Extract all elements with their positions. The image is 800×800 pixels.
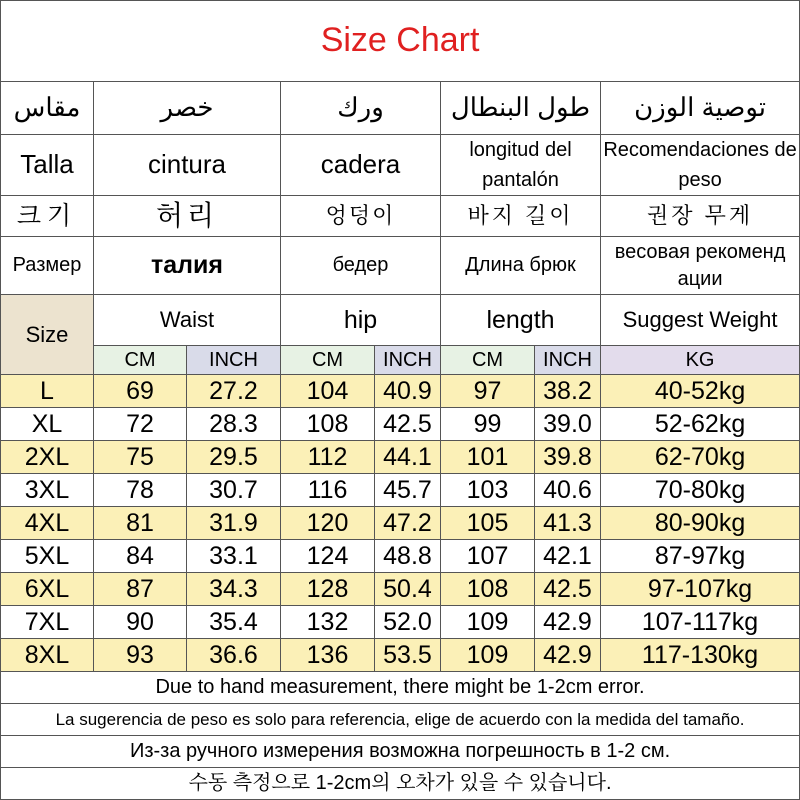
waist-inch-cell: 34.3: [187, 573, 281, 606]
hip-inch-cell: 42.5: [375, 408, 441, 441]
english-header-row: [1, 295, 800, 346]
waist-cm-cell: 84: [94, 540, 187, 573]
russian-length-label: Длина брюк: [441, 237, 601, 295]
waist-inch-cell: 33.1: [187, 540, 281, 573]
waist-inch-cell: 27.2: [187, 375, 281, 408]
length-inch-cell: 39.8: [535, 441, 601, 474]
note-row-russian: [1, 736, 800, 768]
weight-cell: 62-70kg: [601, 441, 800, 474]
korean-hip-label: 엉덩이: [281, 196, 441, 237]
size-row: [1, 540, 800, 573]
length-cm-header: CM: [441, 346, 535, 375]
arabic-size-label: مقاس: [1, 82, 94, 135]
waist-cm-cell: 69: [94, 375, 187, 408]
length-inch-cell: 42.5: [535, 573, 601, 606]
russian-size-label: Размер: [1, 237, 94, 295]
hip-inch-cell: 40.9: [375, 375, 441, 408]
arabic-hip-label: ورك: [281, 82, 441, 135]
note-russian: Из-за ручного измерения возможна погрешность в 1-2 см.: [1, 736, 800, 768]
korean-header-row: [1, 196, 800, 237]
hip-inch-cell: 53.5: [375, 639, 441, 672]
korean-weight-label: 권장 무게: [601, 196, 800, 237]
note-korean: 수동 측정으로 1-2cm의 오차가 있을 수 있습니다.: [1, 768, 800, 800]
hip-cm-cell: 132: [281, 606, 375, 639]
spanish-length-label: longitud del pantalón: [441, 135, 601, 196]
spanish-weight-label: Recomendaciones de peso: [601, 135, 800, 196]
korean-length-label: 바지 길이: [441, 196, 601, 237]
weight-kg-header: KG: [601, 346, 800, 375]
length-inch-cell: 41.3: [535, 507, 601, 540]
korean-waist-label: 허리: [94, 196, 281, 237]
waist-cm-cell: 93: [94, 639, 187, 672]
waist-cm-cell: 81: [94, 507, 187, 540]
unit-header-row: [1, 346, 800, 375]
spanish-size-label: Talla: [1, 135, 94, 196]
size-row: [1, 375, 800, 408]
russian-header-row: [1, 237, 800, 295]
length-inch-cell: 42.9: [535, 606, 601, 639]
waist-cm-cell: 78: [94, 474, 187, 507]
length-inch-cell: 39.0: [535, 408, 601, 441]
weight-cell: 87-97kg: [601, 540, 800, 573]
waist-cm-cell: 87: [94, 573, 187, 606]
size-row: [1, 408, 800, 441]
weight-cell: 70-80kg: [601, 474, 800, 507]
hip-inch-cell: 48.8: [375, 540, 441, 573]
waist-inch-cell: 35.4: [187, 606, 281, 639]
russian-weight-label: весовая рекоменд ации: [601, 237, 800, 295]
note-row-korean: [1, 768, 800, 800]
weight-cell: 97-107kg: [601, 573, 800, 606]
length-cm-cell: 97: [441, 375, 535, 408]
length-inch-header: INCH: [535, 346, 601, 375]
waist-cm-cell: 75: [94, 441, 187, 474]
waist-inch-cell: 29.5: [187, 441, 281, 474]
arabic-waist-label: خصر: [94, 82, 281, 135]
spanish-waist-label: cintura: [94, 135, 281, 196]
note-english: Due to hand measurement, there might be 1-2cm error.: [1, 672, 800, 704]
length-inch-cell: 42.1: [535, 540, 601, 573]
size-rows: [1, 375, 800, 672]
weight-cell: 107-117kg: [601, 606, 800, 639]
note-row-spanish: [1, 704, 800, 736]
hip-header: hip: [281, 295, 441, 346]
length-cm-cell: 108: [441, 573, 535, 606]
hip-cm-cell: 104: [281, 375, 375, 408]
waist-inch-cell: 36.6: [187, 639, 281, 672]
waist-cm-cell: 90: [94, 606, 187, 639]
length-cm-cell: 99: [441, 408, 535, 441]
hip-cm-cell: 128: [281, 573, 375, 606]
size-row: [1, 507, 800, 540]
size-cell: 3XL: [1, 474, 94, 507]
length-cm-cell: 105: [441, 507, 535, 540]
hip-inch-cell: 52.0: [375, 606, 441, 639]
arabic-length-label: طول البنطال: [441, 82, 601, 135]
waist-inch-cell: 30.7: [187, 474, 281, 507]
size-cell: 6XL: [1, 573, 94, 606]
length-inch-cell: 38.2: [535, 375, 601, 408]
hip-cm-cell: 136: [281, 639, 375, 672]
waist-cm-header: CM: [94, 346, 187, 375]
waist-inch-cell: 31.9: [187, 507, 281, 540]
weight-cell: 52-62kg: [601, 408, 800, 441]
hip-cm-cell: 124: [281, 540, 375, 573]
hip-inch-header: INCH: [375, 346, 441, 375]
hip-cm-cell: 116: [281, 474, 375, 507]
length-inch-cell: 42.9: [535, 639, 601, 672]
hip-inch-cell: 47.2: [375, 507, 441, 540]
size-row: [1, 573, 800, 606]
hip-cm-cell: 108: [281, 408, 375, 441]
title-row: [1, 1, 800, 82]
hip-cm-cell: 120: [281, 507, 375, 540]
size-row: [1, 639, 800, 672]
size-cell: 8XL: [1, 639, 94, 672]
weight-cell: 80-90kg: [601, 507, 800, 540]
size-cell: L: [1, 375, 94, 408]
hip-cm-header: CM: [281, 346, 375, 375]
length-cm-cell: 103: [441, 474, 535, 507]
length-header: length: [441, 295, 601, 346]
weight-header: Suggest Weight: [601, 295, 800, 346]
korean-size-label: 크기: [1, 196, 94, 237]
size-header: Size: [1, 295, 94, 375]
length-inch-cell: 40.6: [535, 474, 601, 507]
russian-waist-label: талия: [94, 237, 281, 295]
arabic-header-row: [1, 82, 800, 135]
size-cell: 2XL: [1, 441, 94, 474]
waist-inch-cell: 28.3: [187, 408, 281, 441]
waist-cm-cell: 72: [94, 408, 187, 441]
length-cm-cell: 101: [441, 441, 535, 474]
length-cm-cell: 107: [441, 540, 535, 573]
note-spanish: La sugerencia de peso es solo para referencia, elige de acuerdo con la medida del tamaño.: [1, 704, 800, 736]
length-cm-cell: 109: [441, 639, 535, 672]
hip-cm-cell: 112: [281, 441, 375, 474]
russian-hip-label: бедер: [281, 237, 441, 295]
weight-cell: 40-52kg: [601, 375, 800, 408]
hip-inch-cell: 50.4: [375, 573, 441, 606]
waist-header: Waist: [94, 295, 281, 346]
size-row: [1, 606, 800, 639]
spanish-header-row: [1, 135, 800, 196]
size-row: [1, 441, 800, 474]
size-cell: 4XL: [1, 507, 94, 540]
size-row: [1, 474, 800, 507]
hip-inch-cell: 44.1: [375, 441, 441, 474]
arabic-weight-label: توصية الوزن: [601, 82, 800, 135]
weight-cell: 117-130kg: [601, 639, 800, 672]
length-cm-cell: 109: [441, 606, 535, 639]
waist-inch-header: INCH: [187, 346, 281, 375]
size-cell: 7XL: [1, 606, 94, 639]
size-cell: XL: [1, 408, 94, 441]
note-row-english: [1, 672, 800, 704]
hip-inch-cell: 45.7: [375, 474, 441, 507]
spanish-hip-label: cadera: [281, 135, 441, 196]
chart-title: Size Chart: [1, 1, 800, 82]
size-cell: 5XL: [1, 540, 94, 573]
